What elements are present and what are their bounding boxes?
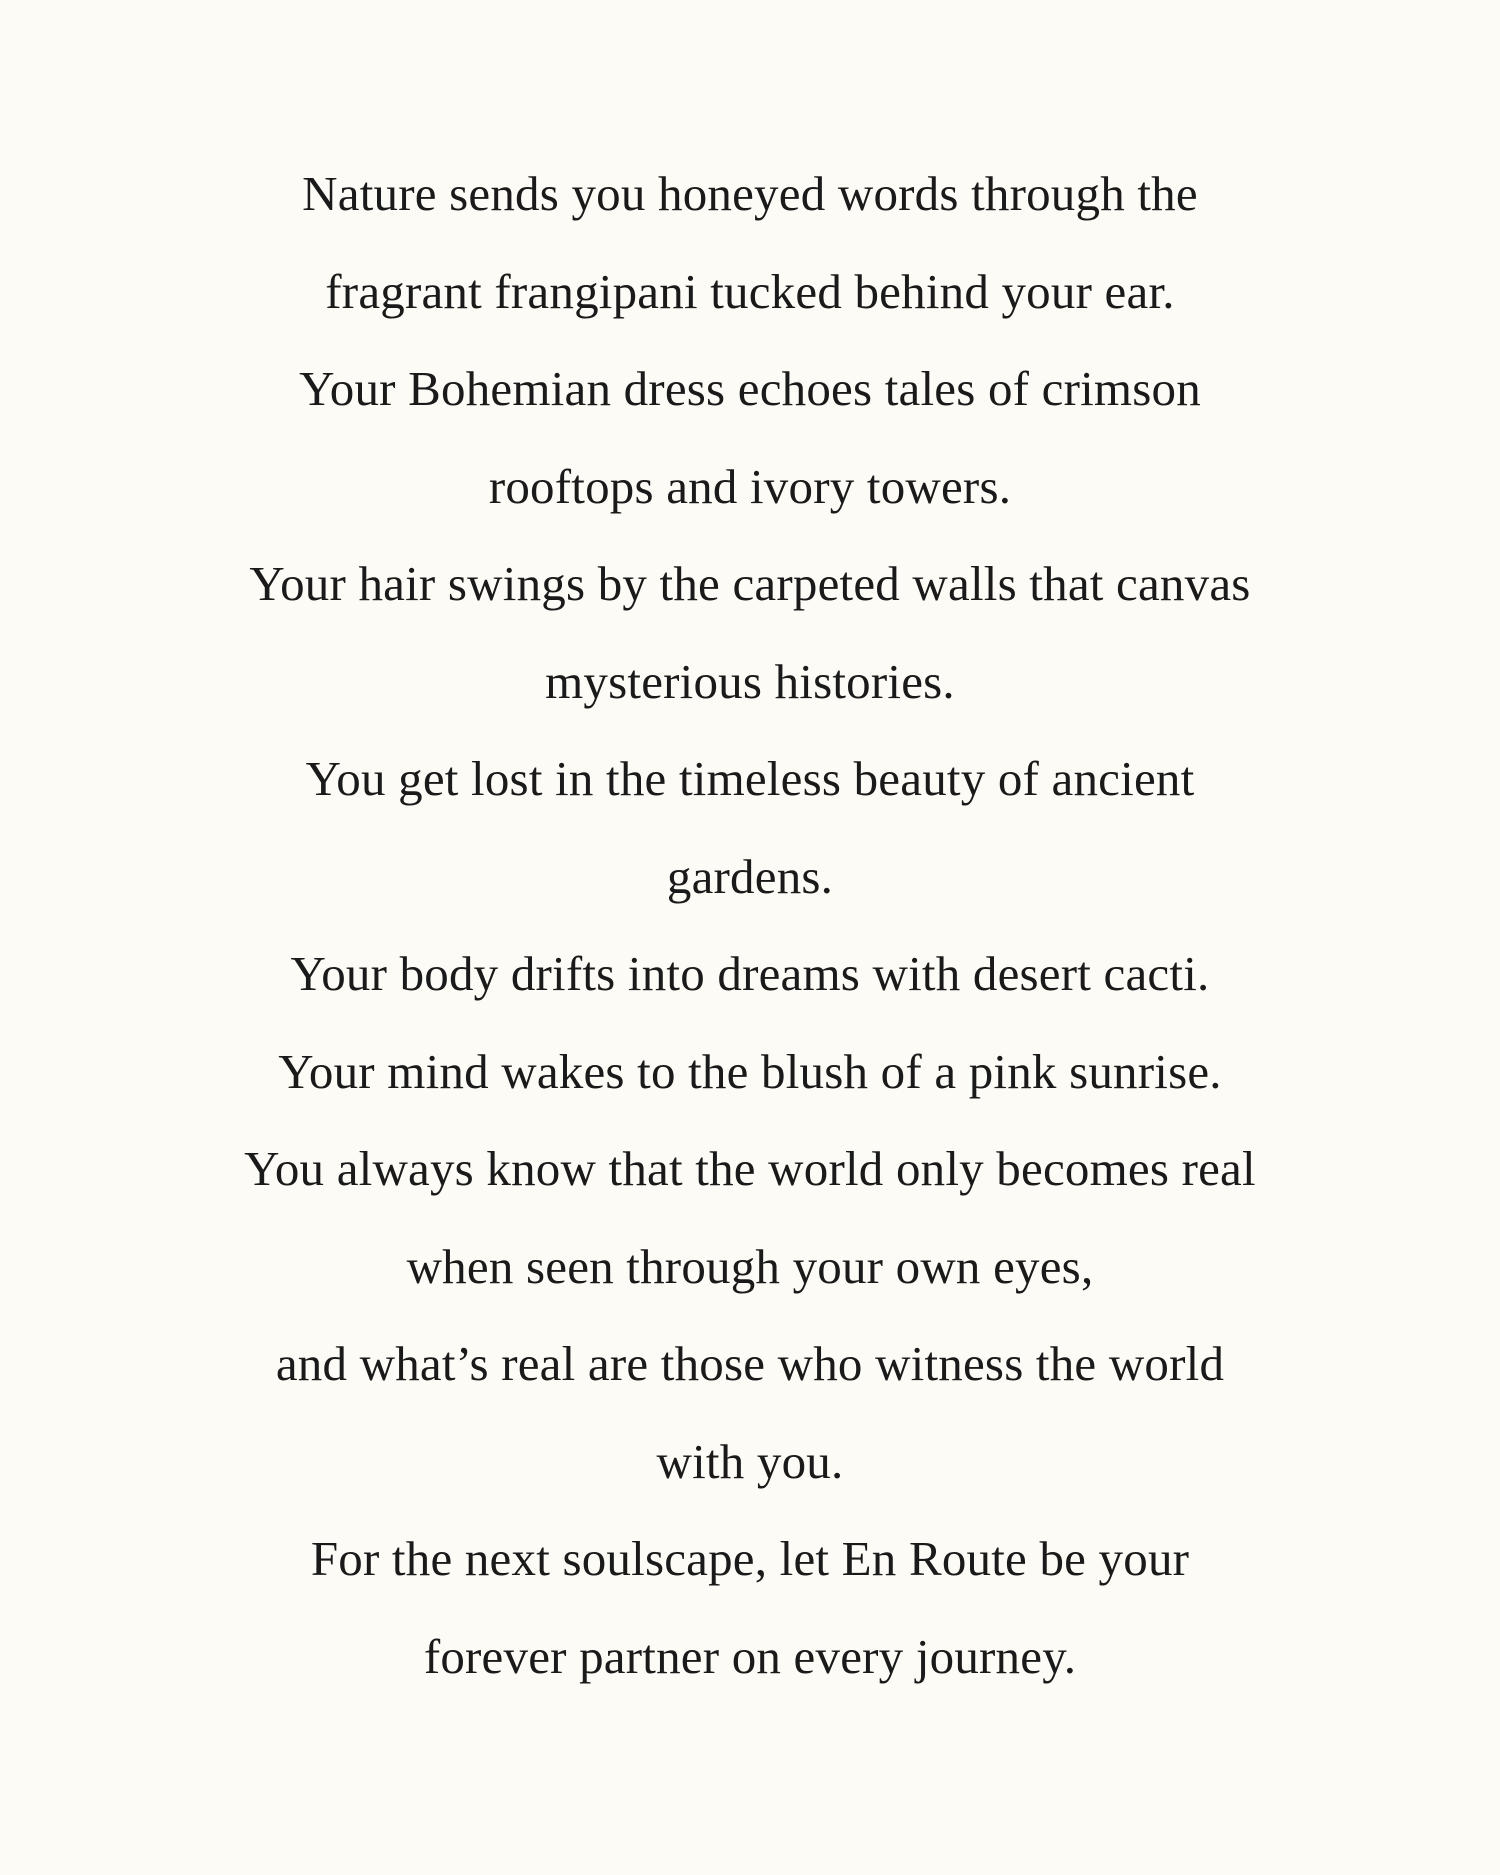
poem-line: mysterious histories. [545, 653, 955, 709]
poem-line: rooftops and ivory towers. [488, 458, 1012, 514]
poem-line: when seen through your own eyes, [406, 1238, 1094, 1294]
poem-line: gardens. [666, 848, 834, 904]
poem-body [0, 152, 1500, 1712]
poem-line: Your Bohemian dress echoes tales of crimson [299, 361, 1201, 416]
poem-line: Your hair swings by the carpeted walls that canvas [249, 556, 1251, 611]
poem-line: You always know that the world only becomes real [244, 1141, 1256, 1196]
poem-line: with you. [656, 1433, 844, 1489]
poem-line: Your body drifts into dreams with desert cacti. [290, 946, 1210, 1001]
poem-line: You get lost in the timeless beauty of ancient [305, 751, 1195, 806]
poem-line: Nature sends you honeyed words through the [302, 166, 1198, 221]
poem-line: fragrant frangipani tucked behind your ear. [325, 263, 1175, 319]
poem-line: For the next soulscape, let En Route be your [310, 1531, 1190, 1586]
poem-line: and what’s real are those who witness the world [275, 1336, 1225, 1391]
poem-line: forever partner on every journey. [423, 1628, 1077, 1684]
poem-line: Your mind wakes to the blush of a pink sunrise. [278, 1043, 1222, 1099]
